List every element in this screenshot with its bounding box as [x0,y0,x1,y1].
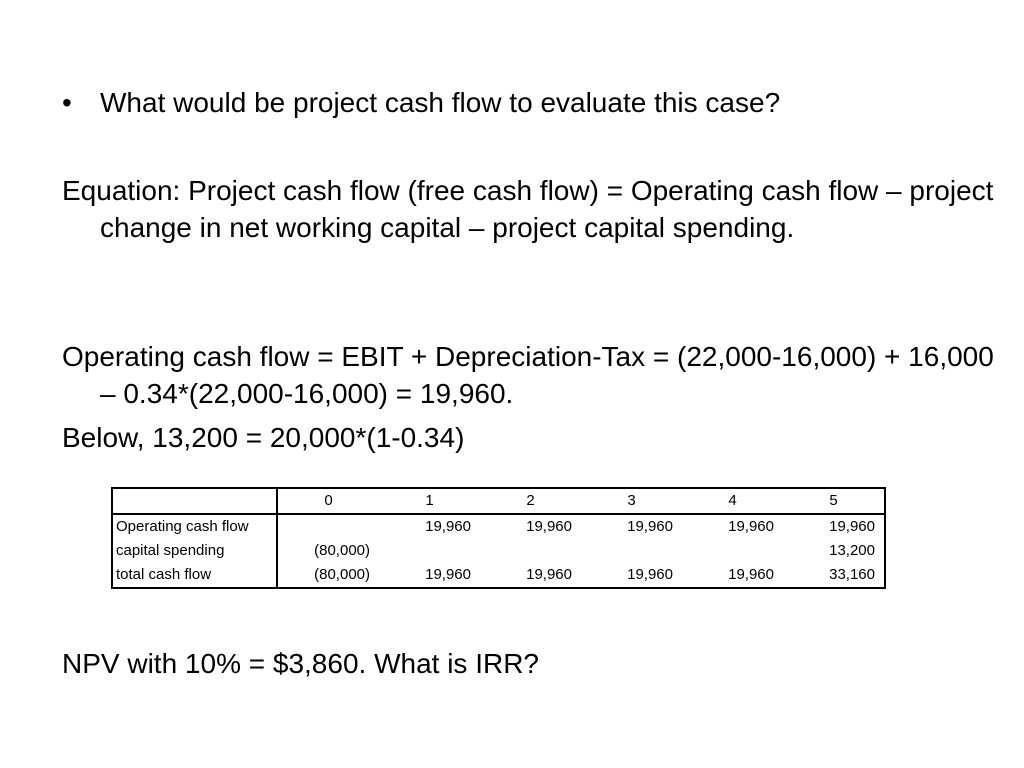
bullet-symbol: • [62,87,72,118]
table-cell: 19,960 [829,518,875,535]
header-cell-year-2: 2 [480,488,581,514]
row-label-capital-spending: capital spending [112,539,277,563]
table-cell [581,539,682,563]
table-cell: 19,960 [526,566,572,583]
table-cell: (80,000) [314,566,370,583]
header-cell-year-5: 5 [783,488,885,514]
header-cell-year-3: 3 [581,488,682,514]
bullet-question-text: What would be project cash flow to evaluate this case? [100,87,781,118]
table-row [112,563,885,588]
table-cell: 19,960 [728,566,774,583]
header-cell-blank [112,488,277,514]
table-cell [277,514,379,539]
cash-flow-table [111,487,886,589]
table-cell: 19,960 [425,566,471,583]
table-row [112,539,885,563]
table-cell [480,539,581,563]
row-label-operating-cash-flow: Operating cash flow [112,514,277,539]
table-cell: 19,960 [526,518,572,535]
below-note-paragraph: Below, 13,200 = 20,000*(1-0.34) [62,422,465,453]
table-cell [379,539,480,563]
table-cell: 13,200 [829,542,875,559]
operating-cash-flow-paragraph: Operating cash flow = EBIT + Depreciation-Tax = (22,000-16,000) + 16,000 – 0.34*(22,000-16,000) = 19,960. [62,341,994,409]
header-cell-year-1: 1 [379,488,480,514]
table-cell: (80,000) [314,542,370,559]
table-cell: 19,960 [627,566,673,583]
row-label-total-cash-flow: total cash flow [112,563,277,588]
table-cell: 19,960 [627,518,673,535]
table-cell: 19,960 [425,518,471,535]
table-cell: 19,960 [728,518,774,535]
table-cell: 33,160 [829,566,875,583]
table-row [112,514,885,539]
header-cell-year-0: 0 [277,488,379,514]
header-cell-year-4: 4 [682,488,783,514]
table-header-row [112,488,885,514]
bullet-question [62,84,962,121]
table-cell [682,539,783,563]
equation-paragraph: Equation: Project cash flow (free cash flow) = Operating cash flow – project change in net working capital – project capital spending. [62,175,994,243]
npv-paragraph: NPV with 10% = $3,860. What is IRR? [62,648,539,679]
